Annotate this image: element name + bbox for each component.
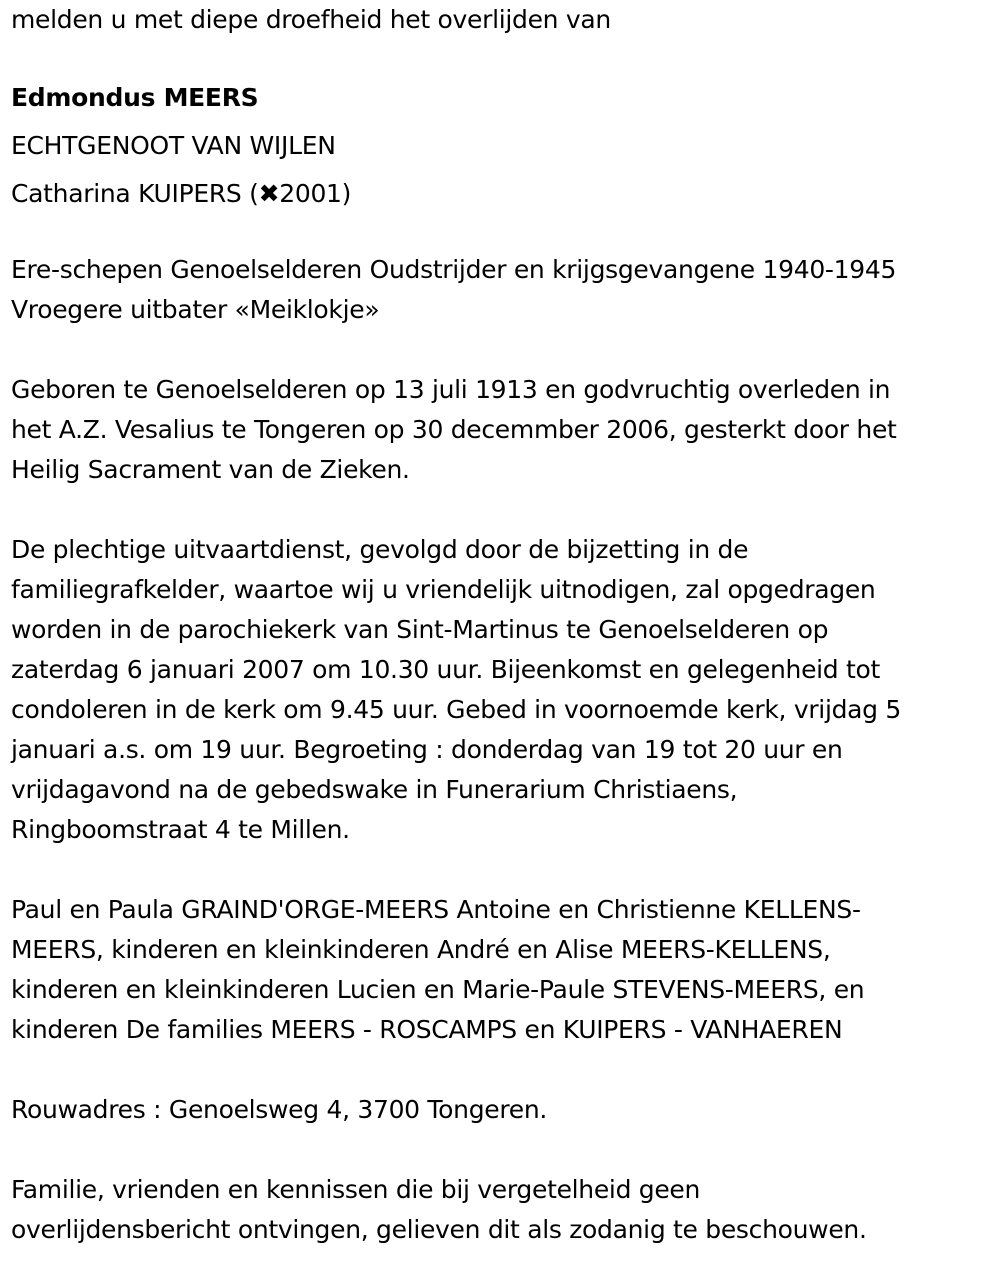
- family-paragraph: [11, 890, 996, 1050]
- paragraph-line: worden in de parochiekerk van Sint-Martinus te Genoelselderen op: [11, 615, 829, 644]
- relation-text: ECHTGENOOT VAN WIJLEN: [11, 131, 336, 160]
- paragraph-line: januari a.s. om 19 uur. Begroeting : donderdag van 19 tot 20 uur en: [11, 735, 843, 764]
- paragraph-line: kinderen De families MEERS - ROSCAMPS en KUIPERS - VANHAEREN: [11, 1015, 843, 1044]
- titles-paragraph: [11, 250, 996, 330]
- service-paragraph: [11, 530, 996, 850]
- paragraph-line: familiegrafkelder, waartoe wij u vriendelijk uitnodigen, zal opgedragen: [11, 575, 876, 604]
- paragraph-line: vrijdagavond na de gebedswake in Funerarium Christiaens,: [11, 775, 738, 804]
- paragraph-line: overlijdensbericht ontvingen, gelieven dit als zodanig te beschouwen.: [11, 1215, 867, 1244]
- title-line: Vroegere uitbater «Meiklokje»: [11, 295, 380, 324]
- closing-paragraph: [11, 1170, 996, 1250]
- death-notice: [11, 0, 996, 1250]
- birth-death-paragraph: [11, 370, 996, 490]
- paragraph-line: zaterdag 6 januari 2007 om 10.30 uur. Bijeenkomst en gelegenheid tot: [11, 655, 881, 684]
- deceased-name: Edmondus MEERS: [11, 83, 259, 112]
- paragraph-line: Ringboomstraat 4 te Millen.: [11, 815, 350, 844]
- paragraph-line: kinderen en kleinkinderen Lucien en Marie-Paule STEVENS-MEERS, en: [11, 975, 865, 1004]
- paragraph-line: Familie, vrienden en kennissen die bij vergetelheid geen: [11, 1175, 701, 1204]
- intro-text: melden u met diepe droefheid het overlijden van: [11, 5, 611, 34]
- mourning-address: Rouwadres : Genoelsweg 4, 3700 Tongeren.: [11, 1095, 548, 1124]
- paragraph-line: Geboren te Genoelselderen op 13 juli 1913 en godvruchtig overleden in: [11, 375, 891, 404]
- paragraph-line: De plechtige uitvaartdienst, gevolgd door de bijzetting in de: [11, 535, 749, 564]
- spouse-text: Catharina KUIPERS (✖2001): [11, 179, 352, 208]
- title-line: Ere-schepen Genoelselderen Oudstrijder en krijgsgevangene 1940-1945: [11, 255, 897, 284]
- paragraph-line: condoleren in de kerk om 9.45 uur. Gebed in voornoemde kerk, vrijdag 5: [11, 695, 901, 724]
- paragraph-line: het A.Z. Vesalius te Tongeren op 30 decemmber 2006, gesterkt door het: [11, 415, 897, 444]
- paragraph-line: MEERS, kinderen en kleinkinderen André en Alise MEERS-KELLENS,: [11, 935, 831, 964]
- paragraph-line: Heilig Sacrament van de Zieken.: [11, 455, 410, 484]
- paragraph-line: Paul en Paula GRAIND'ORGE-MEERS Antoine en Christienne KELLENS-: [11, 895, 861, 924]
